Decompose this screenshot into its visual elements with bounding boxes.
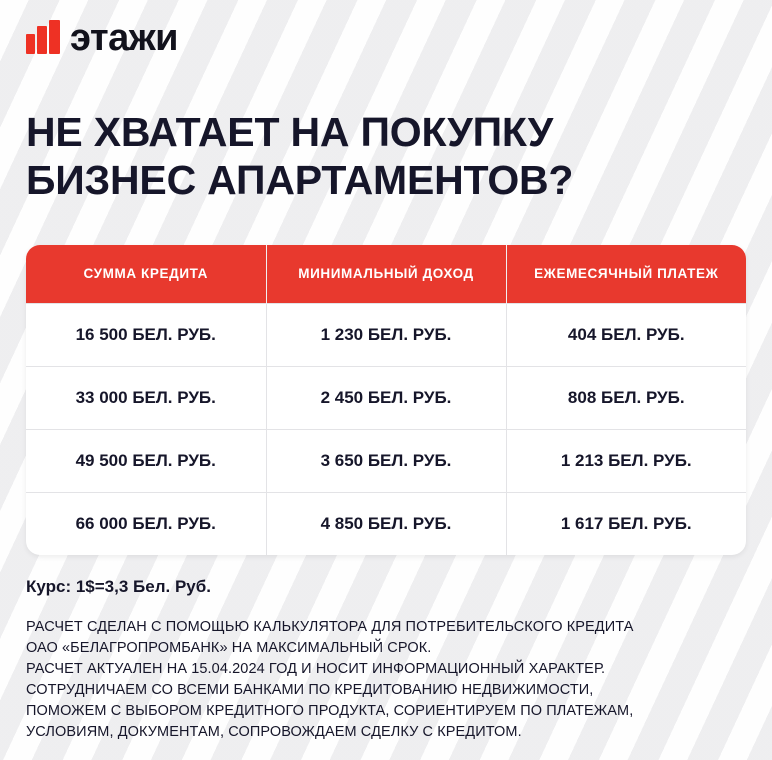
column-header-min-income: МИНИМАЛЬНЫЙ ДОХОД <box>266 245 506 304</box>
page-title <box>26 108 746 205</box>
table-row <box>26 366 746 429</box>
table-row <box>26 303 746 366</box>
footnote-line: РАСЧЕТ АКТУАЛЕН НА 15.04.2024 ГОД И НОСИТ ИНФОРМАЦИОННЫЙ ХАРАКТЕР. <box>26 661 606 677</box>
footnote-line: РАСЧЕТ СДЕЛАН С ПОМОЩЬЮ КАЛЬКУЛЯТОРА ДЛЯ ПОТРЕБИТЕЛЬСКОГО КРЕДИТА <box>26 618 634 635</box>
table-row <box>26 492 746 555</box>
credit-table <box>26 245 746 555</box>
brand-name: этажи <box>70 17 179 59</box>
table-header-row <box>26 245 746 304</box>
column-header-monthly-payment: ЕЖЕМЕСЯЧНЫЙ ПЛАТЕЖ <box>506 245 746 304</box>
table-row <box>26 429 746 492</box>
cell-credit-sum: 16 500 БЕЛ. РУБ. <box>26 303 266 366</box>
footnote-line: ПОМОЖЕМ С ВЫБОРОМ КРЕДИТНОГО ПРОДУКТА, СОРИЕНТИРУЕМ ПО ПЛАТЕЖАМ, <box>26 703 634 720</box>
footnotes <box>26 617 746 743</box>
cell-min-income: 2 450 БЕЛ. РУБ. <box>266 366 506 429</box>
cell-credit-sum: 49 500 БЕЛ. РУБ. <box>26 429 266 492</box>
etazhi-buildings-icon <box>26 20 60 56</box>
headline-line-1: НЕ ХВАТАЕТ НА ПОКУПКУ <box>26 109 554 155</box>
headline-line-2: БИЗНЕС АПАРТАМЕНТОВ? <box>26 157 574 204</box>
cell-min-income: 4 850 БЕЛ. РУБ. <box>266 492 506 555</box>
cell-monthly-payment: 1 213 БЕЛ. РУБ. <box>506 429 746 492</box>
cell-min-income: 3 650 БЕЛ. РУБ. <box>266 429 506 492</box>
cell-credit-sum: 33 000 БЕЛ. РУБ. <box>26 366 266 429</box>
cell-monthly-payment: 808 БЕЛ. РУБ. <box>506 366 746 429</box>
footnote-line: УСЛОВИЯМ, ДОКУМЕНТАМ, СОПРОВОЖДАЕМ СДЕЛКУ С КРЕДИТОМ. <box>26 724 522 741</box>
exchange-rate-note: Курс: 1$=3,3 Бел. Руб. <box>26 576 211 596</box>
cell-credit-sum: 66 000 БЕЛ. РУБ. <box>26 492 266 555</box>
brand-logo <box>26 0 746 62</box>
footnote-line: ОАО «БЕЛАГРОПРОМБАНК» НА МАКСИМАЛЬНЫЙ СРОК. <box>26 639 432 656</box>
column-header-credit-sum: СУММА КРЕДИТА <box>26 245 266 304</box>
cell-min-income: 1 230 БЕЛ. РУБ. <box>266 303 506 366</box>
cell-monthly-payment: 404 БЕЛ. РУБ. <box>506 303 746 366</box>
footnote-line: СОТРУДНИЧАЕМ СО ВСЕМИ БАНКАМИ ПО КРЕДИТОВАНИЮ НЕДВИЖИМОСТИ, <box>26 682 594 699</box>
cell-monthly-payment: 1 617 БЕЛ. РУБ. <box>506 492 746 555</box>
